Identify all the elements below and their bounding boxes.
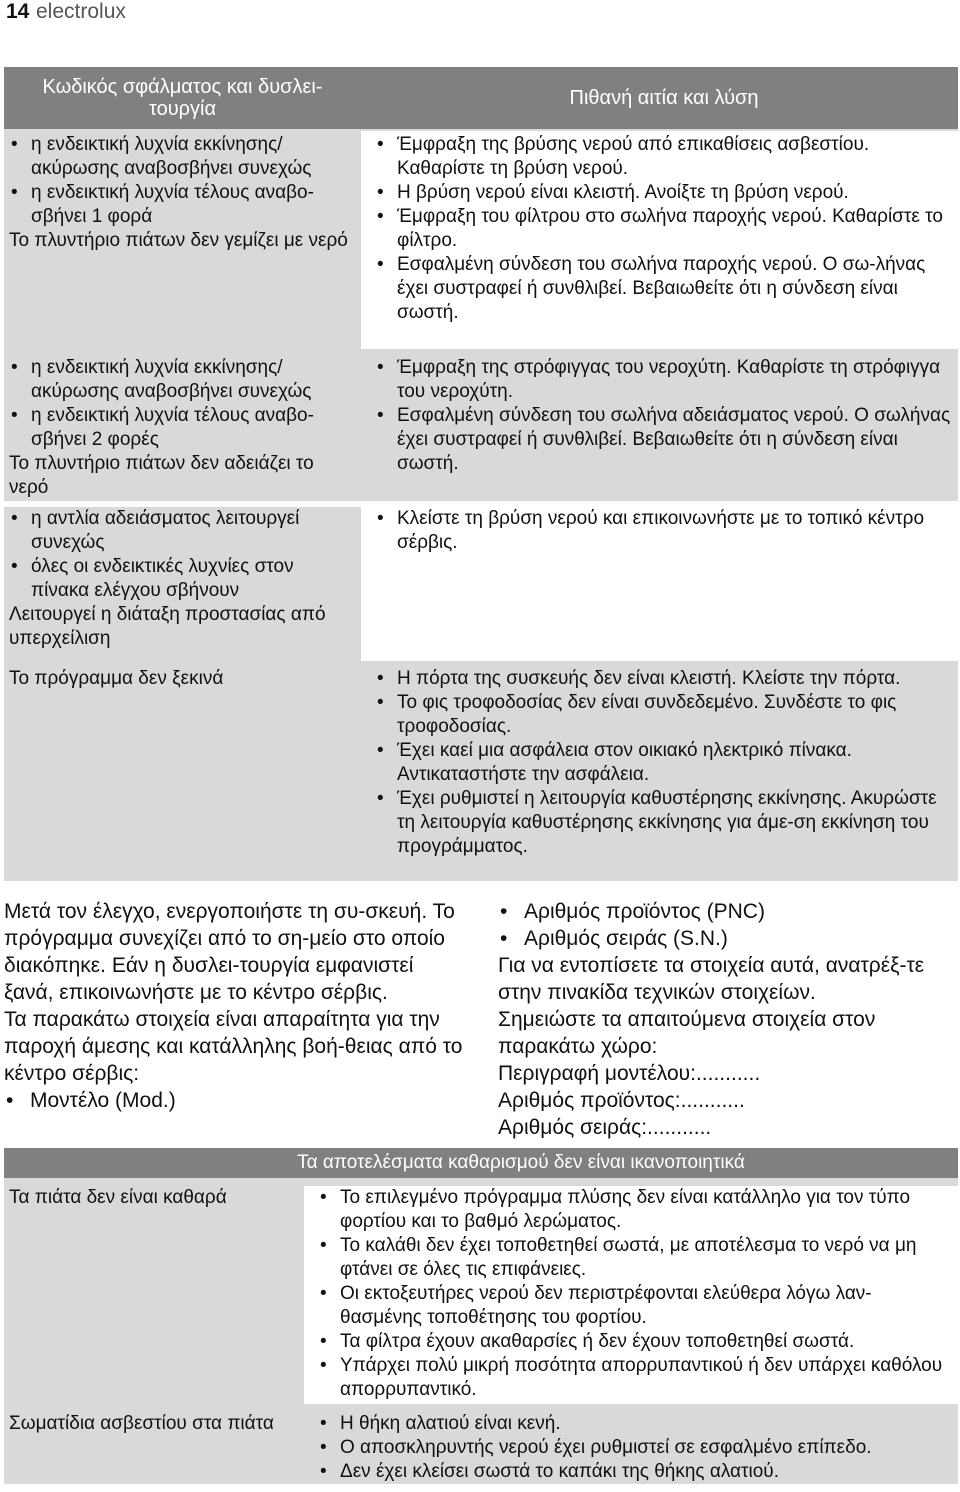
column-header-error: Κωδικός σφάλματος και δυσλει-τουργία <box>42 76 323 120</box>
list-item: • Η πόρτα της συσκευής δεν είναι κλειστή. Κλείστε την πόρτα. <box>375 667 953 691</box>
list-item: • Υπάρχει πολύ μικρή ποσότητα απορρυπαντικού ή δεν υπάρχει καθόλου απορρυπαντικό. <box>318 1354 953 1402</box>
list-item: • Οι εκτοξευτήρες νερού δεν περιστρέφονται ελεύθερα λόγω λαν-θασμένης τοποθέτησης του φορτίου. <box>318 1282 953 1330</box>
list-item: • η αντλία αδειάσματος λειτουργεί συνεχώς <box>9 507 356 555</box>
table-header-row <box>4 67 958 129</box>
list-item: • η ενδεικτική λυχνία εκκίνησης/ ακύρωσης αναβοσβήνει συνεχώς <box>9 356 356 404</box>
service-info-left <box>4 898 484 1141</box>
error-description: Λειτουργεί η διάταξη προστασίας από υπερχείλιση <box>9 604 326 649</box>
list-item: • Έχει ρυθμιστεί η λειτουργία καθυστέρησης εκκίνησης. Ακυρώστε τη λειτουργία καθυστέρησης εκκίνησης για άμε-ση εκκίνηση του προγράμματος. <box>375 787 953 859</box>
solution-cell <box>361 131 958 349</box>
list-item: • Εσφαλμένη σύνδεση του σωλήνα παροχής νερού. Ο σω-λήνας έχει συστραφεί ή συνθλιβεί. Βεβαιωθείτε ότι η σύνδεση είναι σωστή. <box>375 253 953 325</box>
error-description: Το πλυντήριο πιάτων δεν αδειάζει το νερό <box>9 453 314 498</box>
table-row <box>4 661 958 881</box>
list-item: • όλες οι ενδεικτικές λυχνίες στον πίνακα ελέγχου σβήνουν <box>9 555 356 603</box>
table-row <box>4 1404 958 1484</box>
error-code-table <box>4 67 958 881</box>
list-item: • Έμφραξη του φίλτρου στο σωλήνα παροχής νερού. Καθαρίστε το φίλτρο. <box>375 205 953 253</box>
page-header <box>0 0 960 24</box>
list-item: • Κλείστε τη βρύση νερού και επικοινωνήστε με το τοπικό κέντρο σέρβις. <box>375 507 953 555</box>
paragraph: Σημειώστε τα απαιτούμενα στοιχεία στον παρακάτω χώρο: <box>498 1008 876 1058</box>
serial-number-line: Αριθμός σειράς:........... <box>498 1116 712 1139</box>
list-item: • Έμφραξη της στρόφιγγας του νεροχύτη. Καθαρίστε τη στρόφιγγα του νεροχύτη. <box>375 356 953 404</box>
page-number: 14 <box>6 0 30 23</box>
table-header: Τα αποτελέσματα καθαρισμού δεν είναι ικανοποιητικά <box>4 1148 958 1178</box>
list-item: • η ενδεικτική λυχνία τέλους αναβο-σβήνει 2 φορές <box>9 404 356 452</box>
cleaning-results-table <box>4 1148 958 1484</box>
list-item: • Τα φίλτρα έχουν ακαθαρσίες ή δεν έχουν τοποθετηθεί σωστά. <box>318 1330 953 1354</box>
paragraph: Μετά τον έλεγχο, ενεργοποιήστε τη συ-σκευή. Το πρόγραμμα συνεχίζει από το ση-μείο στο οποίο διακόπηκε. Εάν η δυσλει-τουργία εμφανιστεί ξανά, επικοινωνήστε με το κέντρο σέρβις. <box>4 900 455 1004</box>
error-cell <box>4 667 361 881</box>
table-row <box>4 129 958 349</box>
list-item: • Αριθμός προϊόντος (PNC) <box>498 898 958 925</box>
brand-name: electrolux <box>36 0 126 23</box>
solution-cell <box>361 667 958 881</box>
list-item: • Το φις τροφοδοσίας δεν είναι συνδεδεμένο. Συνδέστε το φις τροφοδοσίας. <box>375 691 953 739</box>
list-item: • η ενδεικτική λυχνία εκκίνησης/ ακύρωσης αναβοσβήνει συνεχώς <box>9 133 356 181</box>
solution-cell <box>361 356 958 501</box>
model-description-line: Περιγραφή μοντέλου:........... <box>498 1062 761 1085</box>
problem-cell: Τα πιάτα δεν είναι καθαρά <box>9 1187 227 1208</box>
list-item: • Δεν έχει κλείσει σωστά το καπάκι της θήκης αλατιού. <box>318 1460 953 1484</box>
list-item: • Η βρύση νερού είναι κλειστή. Ανοίξτε τη βρύση νερού. <box>375 181 953 205</box>
solution-cell <box>361 507 958 661</box>
table-row <box>4 501 958 661</box>
list-item: • η ενδεικτική λυχνία τέλους αναβο-σβήνει 1 φορά <box>9 181 356 229</box>
error-description: Το πρόγραμμα δεν ξεκινά <box>9 668 224 689</box>
list-item: • Έχει καεί μια ασφάλεια στον οικιακό ηλεκτρικό πίνακα. Αντικαταστήστε την ασφάλεια. <box>375 739 953 787</box>
error-description: Το πλυντήριο πιάτων δεν γεμίζει με νερό <box>9 230 348 251</box>
list-item: • Εσφαλμένη σύνδεση του σωλήνα αδειάσματος νερού. Ο σωλήνας έχει συστραφεί ή συνθλιβεί. Βεβαιωθείτε ότι η σύνδεση είναι σωστή. <box>375 404 953 476</box>
solution-cell <box>304 1186 958 1404</box>
paragraph: Τα παρακάτω στοιχεία είναι απαραίτητα για την παροχή άμεσης και κατάλληλης βοή-θειας από το κέντρο σέρβις: <box>4 1008 463 1085</box>
list-item: • Αριθμός σειράς (S.N.) <box>498 925 958 952</box>
product-number-line: Αριθμός προϊόντος:........... <box>498 1089 745 1112</box>
error-cell <box>4 131 361 349</box>
service-info-section <box>4 898 958 1141</box>
paragraph: Για να εντοπίσετε τα στοιχεία αυτά, ανατρέξ-τε στην πινακίδα τεχνικών στοιχείων. <box>498 954 925 1004</box>
table-row <box>4 1178 958 1404</box>
column-header-solution: Πιθανή αιτία και λύση <box>569 87 759 109</box>
list-item: • Ο αποσκληρυντής νερού έχει ρυθμιστεί σε εσφαλμένο επίπεδο. <box>318 1436 953 1460</box>
list-item: • Έμφραξη της βρύσης νερού από επικαθίσεις ασβεστίου. Καθαρίστε τη βρύση νερού. <box>375 133 953 181</box>
service-info-right <box>484 898 958 1141</box>
error-cell <box>4 507 361 661</box>
problem-cell: Σωματίδια ασβεστίου στα πιάτα <box>9 1413 274 1434</box>
table-row <box>4 349 958 501</box>
list-item: • Μοντέλο (Mod.) <box>4 1087 466 1114</box>
list-item: • Η θήκη αλατιού είναι κενή. <box>318 1412 953 1436</box>
list-item: • Το επιλεγμένο πρόγραμμα πλύσης δεν είναι κατάλληλο για τον τύπο φορτίου και το βαθμό λερώματος. <box>318 1186 953 1234</box>
solution-cell <box>304 1412 958 1484</box>
list-item: • Το καλάθι δεν έχει τοποθετηθεί σωστά, με αποτέλεσμα το νερό να μη φτάνει σε όλες τις επιφάνειες. <box>318 1234 953 1282</box>
error-cell <box>4 356 361 501</box>
